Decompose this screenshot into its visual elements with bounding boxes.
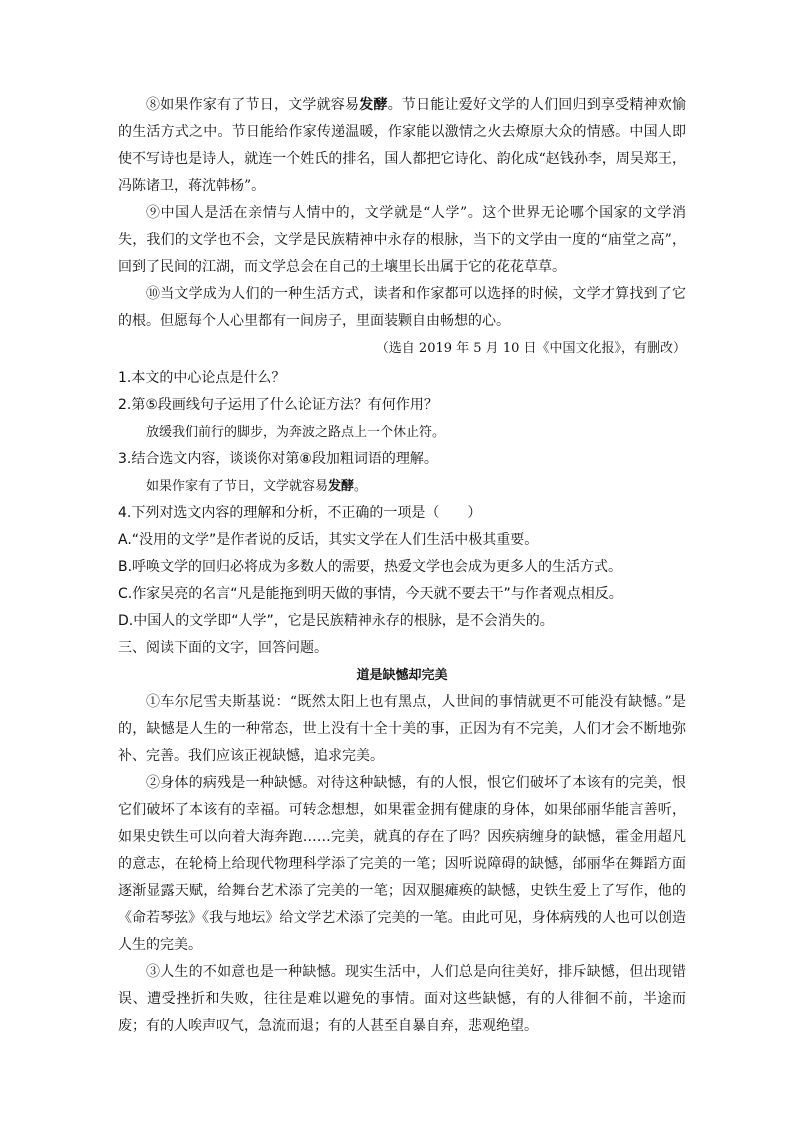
source-citation: （选自 2019 年 5 月 10 日《中国文化报》，有删改） [375, 341, 686, 356]
question-3-bold-word: 发酵 [328, 479, 355, 494]
option-a: A.“没用的文学”是作者说的反话，其实文学在人们生活中极其重要。 [118, 532, 539, 548]
question-1: 1.本文的中心论点是什么？ [118, 370, 286, 386]
questions-block [118, 365, 686, 662]
question-2: 2.第⑤段画线句子运用了什么论证方法？有何作用？ [118, 397, 438, 413]
passage-part1 [118, 92, 686, 362]
question-2-quote: 放缓我们前行的脚步，为奔波之路点上一个休止符。 [146, 425, 446, 440]
paragraph-8-text-a: ⑧如果作家有了节日，文学就容易 [146, 97, 360, 113]
passage-paragraph-3: ③人生的不如意也是一种缺憾。现实生活中，人们总是向往美好，排斥缺憾，但出现错误、遭受挫折和失败，往往是难以避免的事情。面对这些缺憾，有的人徘徊不前，半途而废；有的人唉声叹气，急流而退；有的人甚至自暴自弃，悲观绝望。 [118, 964, 686, 1034]
paragraph-8-text-b: 。节日能让爱好文学的人们回归到享受精神欢愉的生活方式之中。节日能给作家传递温暖，作家能以激情之火去燎原大众的情感。中国人即使不写诗也是诗人，就连一个姓氏的排名，国人都把它诗化、韵化成“赵钱孙李，周吴郑王，冯陈诸卫，蒋沈韩杨”。 [118, 97, 687, 194]
paragraph-9: ⑨中国人是活在亲情与人情中的，文学就是“人学”。这个世界无论哪个国家的文学消失，我们的文学也不会，文学是民族精神中永存的根脉，当下的文学由一度的“庙堂之高”，回到了民间的江湖，而文学总会在自己的土壤里长出属于它的花花草草。 [118, 205, 686, 275]
passage-paragraph-2: ②身体的病残是一种缺憾。对待这种缺憾，有的人恨，恨它们破坏了本该有的完美，恨它们破坏了本该有的幸福。可转念想想，如果霍金拥有健康的身体，如果邰丽华能言善听，如果史铁生可以向着大海奔跑……完美，就真的存在了吗？因疾病缠身的缺憾，霍金用超凡的意志，在轮椅上给现代物理科学添了完美的一笔；因听说障碍的缺憾，邰丽华在舞蹈方面逐渐显露天赋，给舞台艺术添了完美的一笔；因双腿瘫痪的缺憾，史铁生爱上了写作，他的《命若琴弦》《我与地坛》给文学艺术添了完美的一笔。由此可见，身体病残的人也可以创造人生的完美。 [118, 775, 686, 953]
paragraph-8 [118, 92, 686, 200]
bold-word: 发酵 [359, 97, 388, 113]
option-c: C.作家吴亮的名言“凡是能拖到明天做的事情，今天就不要去干”与作者观点相反。 [118, 586, 623, 602]
passage-paragraph-1: ①车尔尼雪夫斯基说：“既然太阳上也有黑点，人世间的事情就更不可能没有缺憾。”是的，缺憾是人生的一种常态，世上没有十全十美的事，正因为有不完美，人们才会不断地弥补、完善。我们应该正视缺憾，追求完美。 [118, 694, 686, 764]
question-3-quote-a: 如果作家有了节日，文学就容易 [146, 479, 329, 494]
question-4: 4.下列对选文内容的理解和分析，不正确的一项是（ ） [118, 505, 482, 521]
option-d: D.中国人的文学即“人学”，它是民族精神永存的根脉，是不会消失的。 [118, 613, 554, 629]
section-3-heading: 三、阅读下面的文字，回答问题。 [118, 640, 328, 656]
paragraph-10: ⑩当文学成为人们的一种生活方式，读者和作家都可以选择的时候，文学才算找到了它的根。但愿每个人心里都有一间房子，里面装颗自由畅想的心。 [118, 286, 686, 329]
question-3: 3.结合选文内容，谈谈你对第⑧段加粗词语的理解。 [118, 451, 438, 467]
passage-part2 [118, 662, 686, 1040]
question-3-quote-b: 。 [354, 479, 368, 494]
option-b: B.呼唤文学的回归必将成为多数人的需要，热爱文学也会成为更多人的生活方式。 [118, 559, 623, 575]
question-3-quote [118, 473, 686, 500]
passage-title: 道是缺憾却完美 [356, 668, 448, 683]
